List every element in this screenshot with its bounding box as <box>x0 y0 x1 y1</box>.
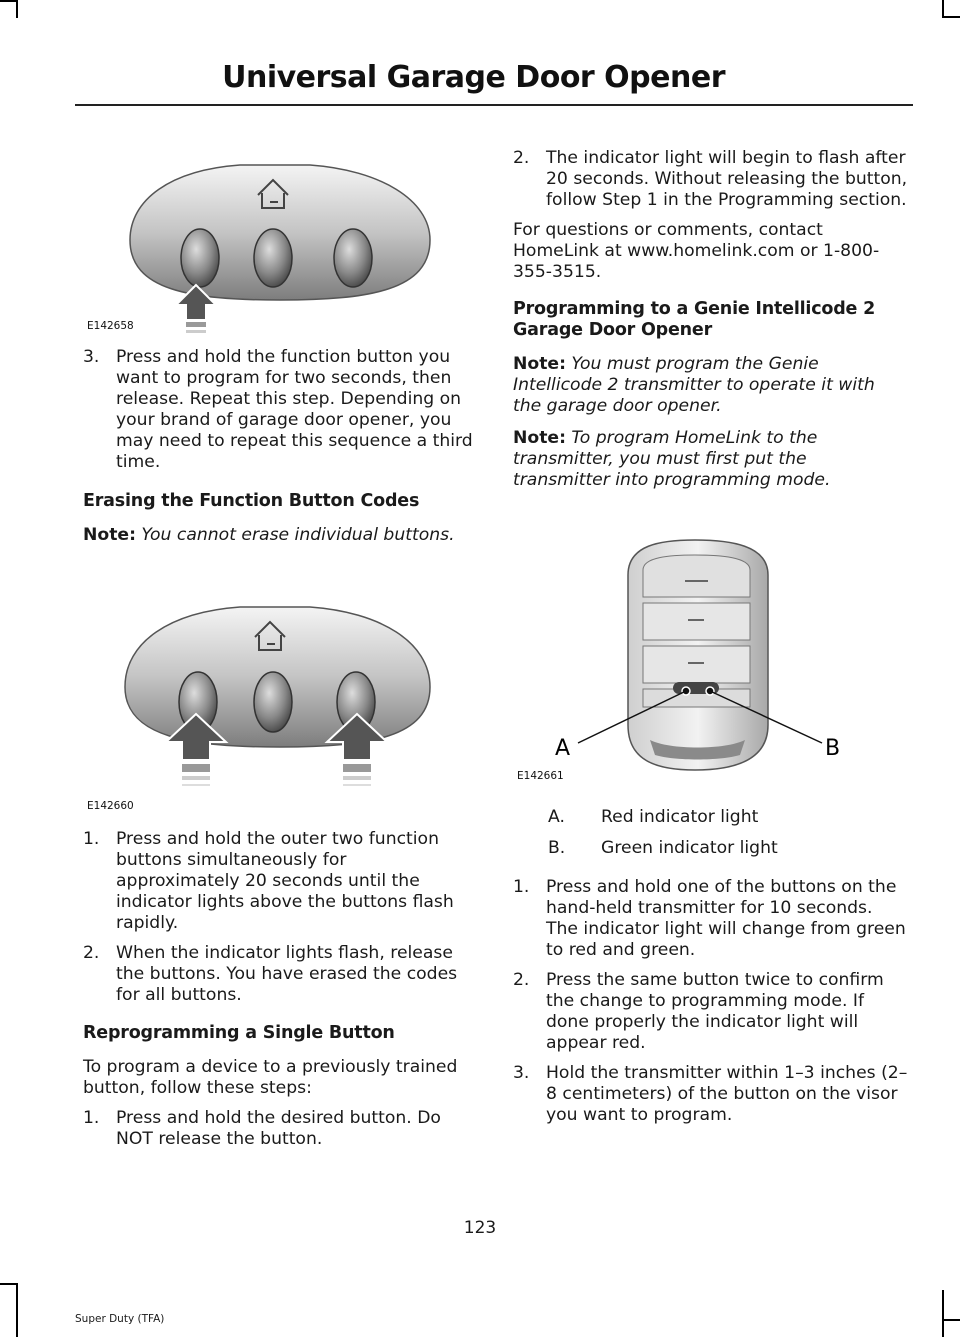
crop-mark <box>16 1283 18 1337</box>
legend-item: A. Red indicator light <box>548 807 759 827</box>
note: Note: You cannot erase individual buttons. <box>83 525 455 545</box>
section-heading: Erasing the Function Button Codes <box>83 491 420 511</box>
note: Note: You must program the Genie Intellicode 2 transmitter to operate it with the garage door opener. <box>513 354 875 416</box>
figure-id: E142658 <box>87 320 134 332</box>
list-item: 1. Press and hold the outer two function buttons simultaneously for approximately 20 seconds until the indicator lights above the buttons flash rapidly. <box>83 829 454 933</box>
figure-visor-buttons-1 <box>110 140 440 335</box>
figure-id: E142660 <box>87 800 134 812</box>
section-heading: Reprogramming a Single Button <box>83 1023 395 1043</box>
legend-item: B. Green indicator light <box>548 838 778 858</box>
list-item: 3. Press and hold the function button you want to program for two seconds, then release. Repeat this step. Depending on your brand of garage door opener, you may need to repeat this sequence a third time. <box>83 347 473 472</box>
crop-mark <box>0 1283 18 1285</box>
figure-id: E142661 <box>517 770 564 782</box>
section-heading: Programming to a Genie Intellicode 2 Garage Door Opener <box>513 299 876 340</box>
paragraph: To program a device to a previously trained button, follow these steps: <box>83 1057 458 1098</box>
figure-visor-buttons-2 <box>110 592 440 802</box>
list-item: 2. Press the same button twice to confirm the change to programming mode. If done properly the indicator light will appear red. <box>513 970 884 1053</box>
right-column-top <box>513 148 908 491</box>
right-column-bottom <box>513 807 908 1126</box>
page-number: 123 <box>463 1218 497 1238</box>
footer-model: Super Duty (TFA) <box>75 1313 165 1325</box>
crop-mark <box>942 1290 944 1337</box>
page-title: Universal Garage Door Opener <box>222 60 725 95</box>
callout-b-label: B <box>825 736 841 761</box>
list-item: 2. The indicator light will begin to flash after 20 seconds. Without releasing the button, follow Step 1 in the Programming section. <box>513 148 908 210</box>
figure-genie-transmitter <box>540 535 870 775</box>
left-column-top <box>83 347 475 546</box>
header-divider <box>75 104 913 106</box>
crop-mark <box>942 1319 960 1321</box>
note: Note: To program HomeLink to the transmitter, you must first put the transmitter into programming mode. <box>513 428 831 490</box>
crop-mark <box>942 16 960 18</box>
list-item: 1. Press and hold one of the buttons on the hand-held transmitter for 10 seconds. The indicator light will change from green to red and green. <box>513 877 906 960</box>
paragraph: For questions or comments, contact HomeLink at www.homelink.com or 1-800-355-3515. <box>513 220 880 282</box>
left-column-bottom <box>83 829 475 1150</box>
list-item: 1. Press and hold the desired button. Do NOT release the button. <box>83 1108 441 1149</box>
crop-mark <box>16 0 18 18</box>
list-item: 2. When the indicator lights flash, release the buttons. You have erased the codes for all buttons. <box>83 943 458 1005</box>
list-item: 3. Hold the transmitter within 1–3 inches (2–8 centimeters) of the button on the visor you want to program. <box>513 1063 908 1125</box>
callout-a-label: A <box>555 736 571 761</box>
